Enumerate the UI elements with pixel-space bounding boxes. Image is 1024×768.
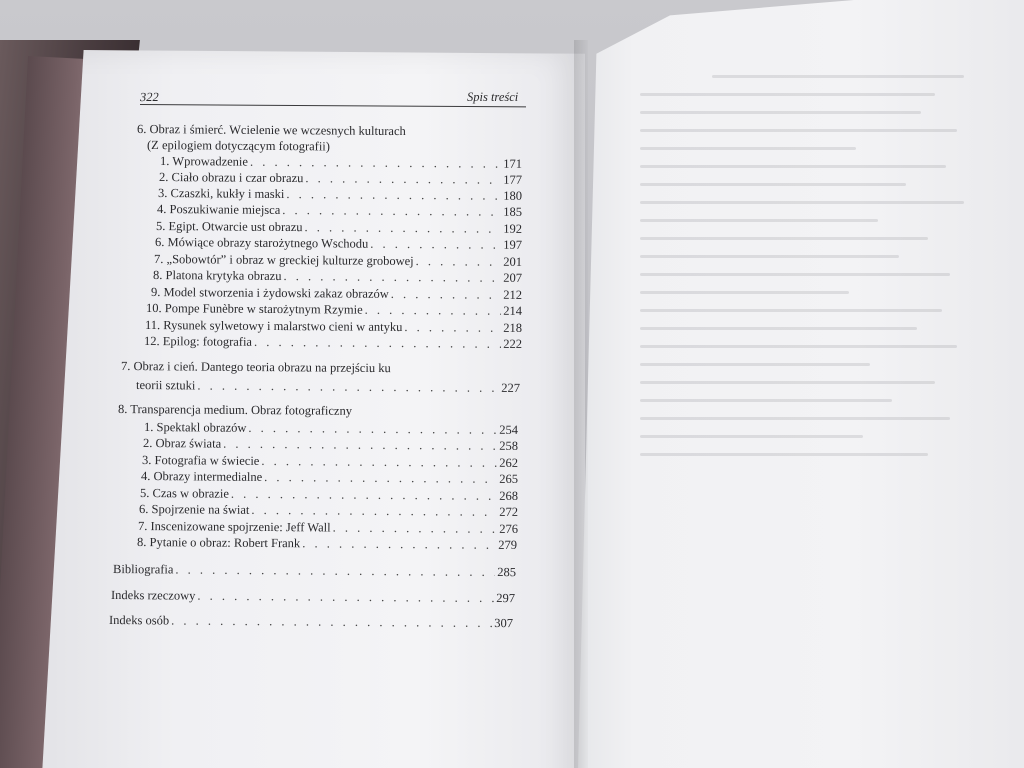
section-title: 7. Obraz i cień. Dantego teoria obrazu na przejściu ku [121,359,391,376]
toc-entry: 7. Inscenizowane spojrzenie: Jeff Wall . . . 276 [138,519,518,536]
toc-entry: 5. Egipt. Otwarcie ust obrazu . . . 192 [156,219,522,236]
toc-entry: 11. Rysunek sylwetowy i malarstwo cieni w antyku . . . 218 [145,318,522,335]
section-title: 8. Transparencja medium. Obraz fotograficzny [118,402,353,418]
toc-entry-subject-index: Indeks rzeczowy . . . 297 [111,588,515,605]
toc-entry: 2. Obraz świata . . . 258 [143,436,518,453]
toc-entry: 4. Obrazy intermedialne . . . 265 [141,469,518,486]
toc-entry: 8. Pytanie o obraz: Robert Frank . . . 279 [137,535,517,552]
toc-entry: 1. Spektakl obrazów . . . 254 [144,420,518,437]
running-title: Spis treści [467,90,519,104]
toc-entry: 8. Platona krytyka obrazu . . . 207 [153,268,522,285]
toc-entry: 3. Czaszki, kukły i maski . . . 180 [158,186,522,203]
toc-entry-bibliography: Bibliografia . . . 285 [113,562,516,579]
toc-entry-name-index: Indeks osób . . . 307 [109,613,513,630]
toc-entry: teorii sztuki . . . 227 [136,378,520,395]
toc-entry: 3. Fotografia w świecie . . . 262 [142,453,518,470]
toc-entry: 1. Wprowadzenie . . . 171 [160,154,522,171]
toc-entry: 12. Epilog: fotografia . . . 222 [144,334,522,351]
toc-entry: 6. Spojrzenie na świat . . . 272 [139,502,518,519]
toc-entry: 7. „Sobowtór” i obraz w greckiej kulturze grobowej . . . 201 [154,252,522,269]
toc-entry: 6. Mówiące obrazy starożytnego Wschodu . . . 197 [155,235,522,252]
toc-entry: 9. Model stworzenia i żydowski zakaz obrazów . . . 212 [151,285,522,302]
page-number: 322 [139,89,159,105]
toc-entry: 2. Ciało obrazu i czar obrazu . . . 177 [159,170,522,187]
toc-entry: 10. Pompe Funèbre w starożytnym Rzymie . . . 214 [146,301,522,318]
section-subtitle: (Z epilogiem dotyczącym fotografii) [147,138,331,154]
toc-entry: 5. Czas w obrazie . . . 268 [140,486,518,503]
toc-entry: 4. Poszukiwanie miejsca . . . 185 [157,202,522,219]
section-title: 6. Obraz i śmierć. Wcielenie we wczesnych kulturach [137,122,406,139]
